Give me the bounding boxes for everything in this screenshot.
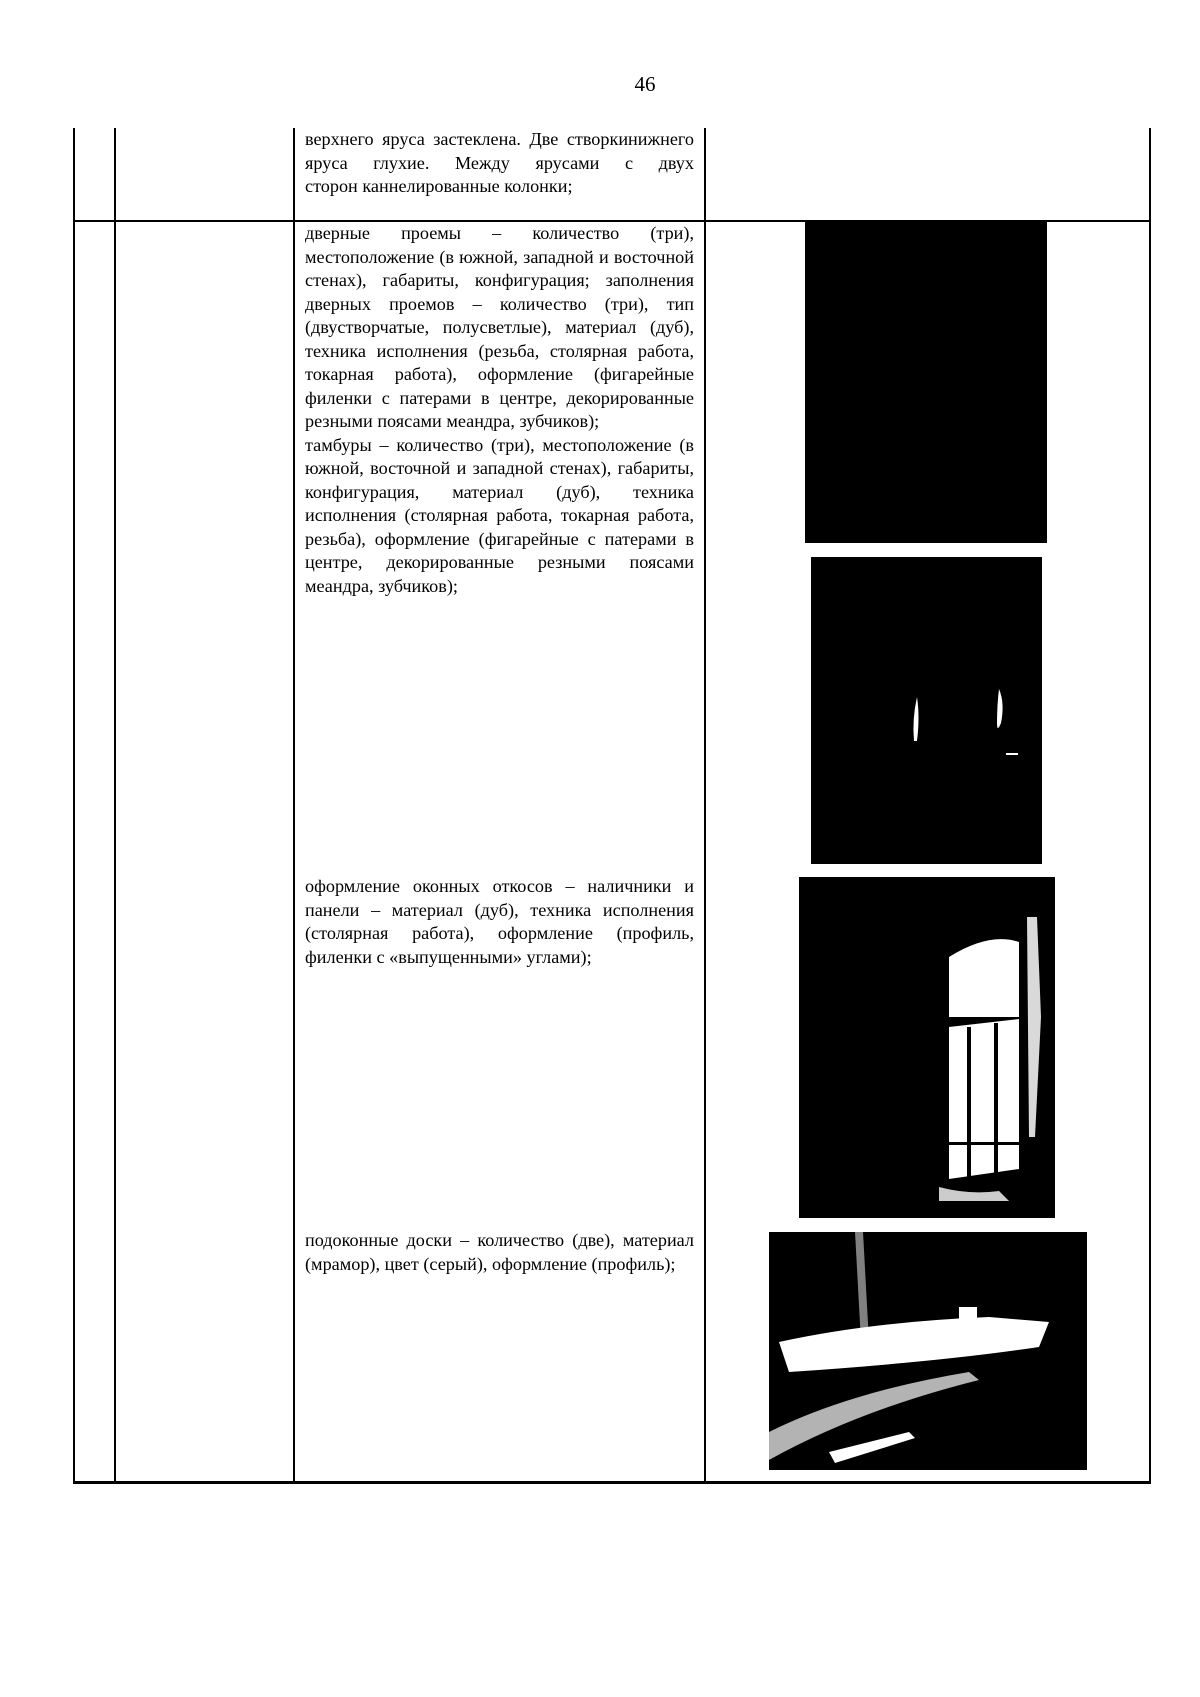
door-photo [805, 222, 1047, 543]
doorways-text [305, 222, 694, 598]
row1-paragraph-1: верхнего яруса застеклена. Две створкинижнего яруса глухие. Между ярусами с двух [305, 129, 694, 173]
window-reveals-text [305, 875, 694, 969]
table-border-left [73, 128, 75, 1483]
vestibules-paragraph: тамбуры – количество (три), местоположение (в южной, восточной и западной стенах), габариты, конфигурация, материал (дуб), техника исполнения (столярная работа, токарная работа, резьба), оформление (фигарейные с патерами в центре, декорированные резными поясами меандра, зубчиков); [305, 434, 694, 596]
window-sill-photo-image [769, 1232, 1087, 1470]
table-border-right [1149, 128, 1151, 1483]
doorways-paragraph: дверные проемы – количество (три), местоположение (в южной, западной и восточной стенах), габариты, конфигурация; заполнения дверных проемов – количество (три), тип (двустворчатые, полусветлые), материал (дуб), техника исполнения (резьба, столярная работа, токарная работа), оформление (фигарейные филенки с патерами в центре, декорированные резными поясами меандра, зубчиков); [305, 223, 694, 431]
page-number: 46 [634, 72, 656, 96]
window-sill-photo [769, 1232, 1087, 1470]
window-sills-paragraph: подоконные доски – количество (две), материал (мрамор), цвет (серый), оформление (профиль); [305, 1230, 694, 1274]
window-reveal-photo-image [799, 877, 1055, 1218]
row1-paragraph-2: сторон каннелированные колонки; [305, 176, 573, 196]
window-sills-text [305, 1229, 694, 1276]
vestibule-photo-image [811, 557, 1042, 864]
table-row [305, 128, 694, 199]
table-border-col3 [293, 128, 295, 1483]
table-border-col2 [114, 128, 116, 1483]
table-border-col4 [704, 128, 706, 1483]
window-reveals-paragraph: оформление оконных откосов – наличники и панели – материал (дуб), техника исполнения (столярная работа), оформление (профиль, филенки с «выпущенными» углами); [305, 876, 694, 967]
window-reveal-photo [799, 877, 1055, 1218]
table-border-bottom [73, 1481, 1151, 1484]
vestibule-photo [811, 557, 1042, 864]
